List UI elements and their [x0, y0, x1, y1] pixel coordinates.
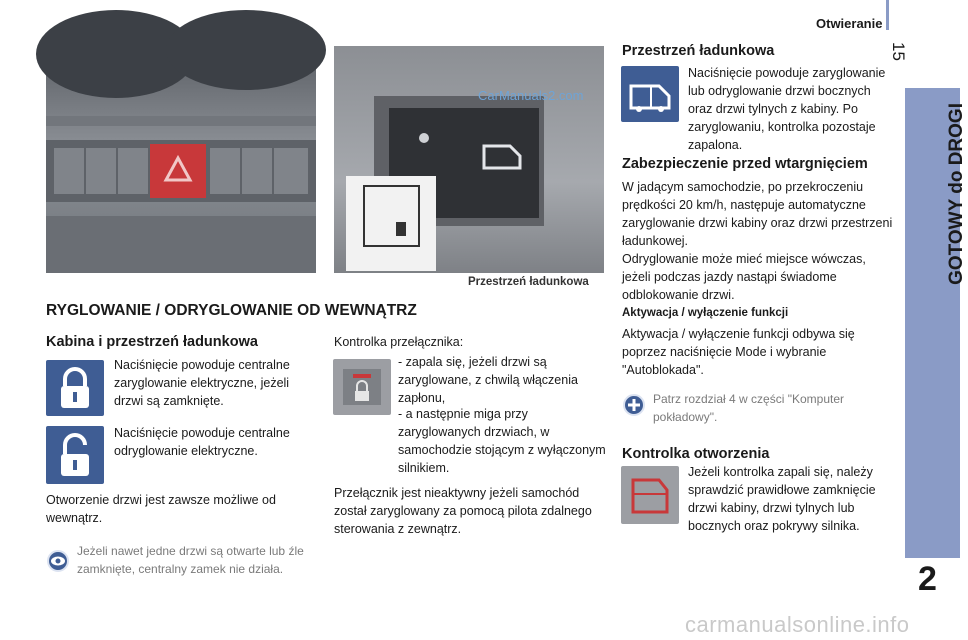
switch-item-1: - zapala się, jeżeli drzwi są zaryglowane, z chwilą włączenia zapłonu,	[398, 355, 578, 405]
switch-inactive-text: Przełącznik jest nieaktywny jeżeli samochód został zaryglowany za pomocą pilota zdalnego sterowania z zewnątrz.	[334, 486, 592, 536]
photo-caption: Przestrzeń ładunkowa	[468, 276, 589, 288]
cargo-heading: Przestrzeń ładunkowa	[622, 43, 775, 59]
central-lock-note: Jeżeli nawet jedne drzwi są otwarte lub źle zamknięte, centralny zamek nie działa.	[77, 544, 304, 576]
page-number: 15	[889, 42, 908, 61]
switch-item-2: - a następnie miga przy zaryglowanych drzwiach, w samochodzie stojącym z wyłączonym silnikiem.	[398, 407, 606, 475]
chapter-title: GOTOWY do DROGI	[946, 103, 967, 285]
cabin-heading: Kabina i przestrzeń ładunkowa	[46, 334, 258, 350]
plus-icon	[623, 394, 645, 416]
page-header-title: Otwieranie	[816, 16, 883, 31]
cargo-description: Naciśnięcie powoduje zaryglowanie lub odryglowanie drzwi bocznych oraz drzwi tylnych z kabiny. Po zaryglowaniu, kontrolka pozostaje zapalona.	[688, 66, 886, 152]
cargo-van-icon	[621, 66, 679, 122]
warning-text: Jeżeli kontrolka zapali się, należy sprawdzić prawidłowe zamknięcie drzwi kabiny, drzwi tylnych lub bocznych oraz pokrywy silnika.	[688, 465, 876, 533]
unlock-description: Naciśnięcie powoduje centralne odryglowanie elektryczne.	[114, 426, 290, 458]
activation-note: Patrz rozdział 4 w części "Komputer pokładowy".	[653, 392, 844, 424]
switch-lamp-icon	[333, 359, 391, 415]
open-from-inside-text: Otworzenie drzwi jest zawsze możliwe od wewnątrz.	[46, 493, 276, 525]
lock-description: Naciśnięcie powoduje centralne zaryglowanie elektryczne, jeżeli drzwi są zamknięte.	[114, 358, 290, 408]
warning-heading: Kontrolka otworzenia	[622, 446, 770, 462]
footer-watermark: carmanualsonline.info	[685, 612, 910, 637]
dashboard-illustration	[46, 46, 316, 273]
security-text-2: Odryglowanie może mieć miejsce wówczas, jeżeli podczas jazdy nastąpi świadome odblokowanie drzwi.	[622, 252, 866, 302]
cargo-switch-photo	[334, 46, 604, 273]
photo-watermark: CarManuals2.com	[478, 88, 584, 103]
security-heading: Zabezpieczenie przed wtargnięciem	[622, 156, 868, 172]
lock-button-icon	[46, 360, 104, 416]
activation-text: Aktywacja / wyłączenie funkcji odbywa się poprzez naciśnięcie Mode i wybranie "Autoblokada".	[622, 327, 855, 377]
dashboard-photo	[46, 46, 316, 273]
header-divider	[886, 0, 889, 30]
cargo-switch-illustration	[334, 46, 604, 273]
door-open-warning-icon	[621, 466, 679, 524]
switch-intro: Kontrolka przełącznika:	[334, 335, 464, 349]
eye-icon	[47, 550, 69, 572]
chapter-number: 2	[918, 560, 937, 598]
unlock-button-icon	[46, 426, 104, 484]
section-title: RYGLOWANIE / ODRYGLOWANIE OD WEWNĄTRZ	[46, 302, 417, 319]
activation-heading: Aktywacja / wyłączenie funkcji	[622, 307, 789, 319]
security-text-1: W jadącym samochodzie, po przekroczeniu prędkości 20 km/h, następuje automatyczne zaryglowanie drzwi kabiny oraz drzwi przestrzeni ładunkowej.	[622, 180, 893, 248]
